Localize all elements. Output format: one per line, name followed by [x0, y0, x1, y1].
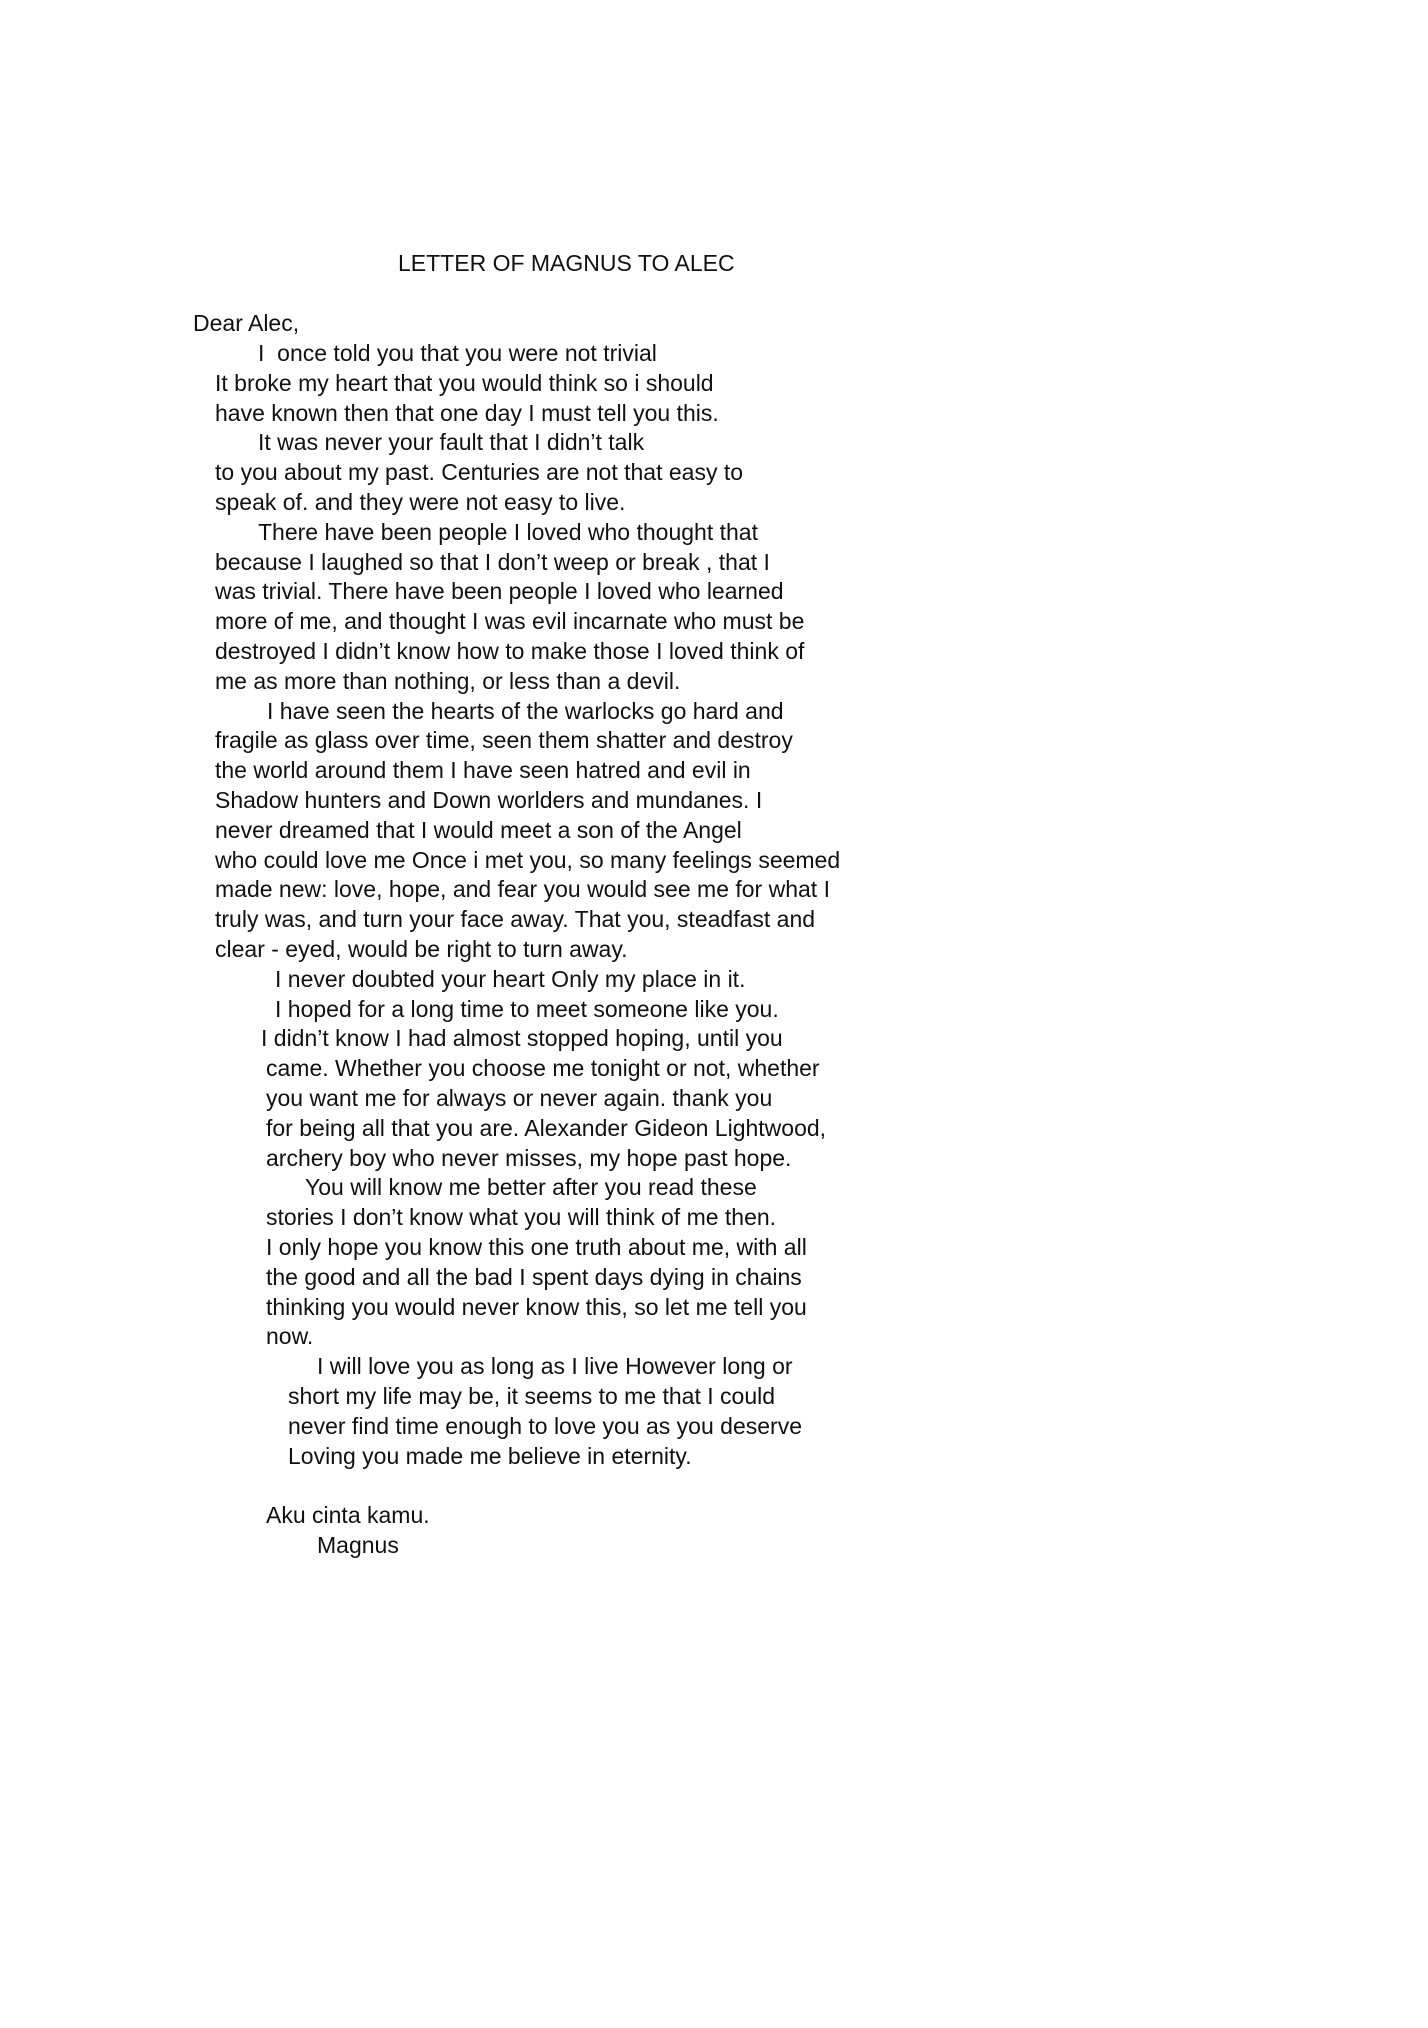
body-line: thinking you would never know this, so let me tell you	[266, 1293, 807, 1320]
body-line: was trivial. There have been people I loved who learned	[215, 578, 784, 605]
signature: Magnus	[317, 1532, 399, 1558]
body-line: I only hope you know this one truth about me, with all	[266, 1234, 807, 1260]
body-line: now.	[266, 1323, 314, 1350]
body-line: truly was, and turn your face away. That you, steadfast and	[215, 906, 816, 933]
body-line: stories I don’t know what you will think of me then.	[266, 1204, 777, 1231]
body-line: speak of. and they were not easy to live.	[215, 489, 626, 515]
body-line: made new: love, hope, and fear you would see me for what I	[215, 876, 830, 903]
body-line: I will love you as long as I live However long or	[317, 1353, 793, 1380]
body-line: the good and all the bad I spent days dying in chains	[266, 1263, 802, 1290]
salutation: Dear Alec,	[193, 310, 300, 336]
body-line: have known then that one day I must tell you this.	[215, 399, 719, 426]
body-line: the world around them I have seen hatred and evil in	[215, 757, 751, 784]
body-line: Loving you made me believe in eternity.	[288, 1442, 692, 1469]
body-line: You will know me better after you read these	[305, 1174, 757, 1201]
body-line: short my life may be, it seems to me that I could	[288, 1383, 776, 1409]
body-line: to you about my past. Centuries are not that easy to	[215, 459, 744, 486]
body-line: I never doubted your heart Only my place in it.	[275, 965, 746, 992]
body-line: Shadow hunters and Down worlders and mundanes. I	[215, 787, 763, 813]
body-line: me as more than nothing, or less than a devil.	[215, 667, 681, 694]
body-line: destroyed I didn’t know how to make those I loved think of	[215, 638, 805, 664]
closing-line: Aku cinta kamu.	[266, 1502, 430, 1528]
body-line: who could love me Once i met you, so many feelings seemed	[215, 846, 841, 873]
body-line: fragile as glass over time, seen them shatter and destroy	[215, 727, 793, 754]
body-line: I hoped for a long time to meet someone like you.	[275, 995, 779, 1022]
body-line: It was never your fault that I didn’t talk	[258, 429, 645, 456]
letter-title: LETTER OF MAGNUS TO ALEC	[398, 250, 735, 276]
body-line: clear - eyed, would be right to turn away.	[215, 936, 628, 962]
body-line: I didn’t know I had almost stopped hoping, until you	[261, 1025, 783, 1052]
body-line: for being all that you are. Alexander Gideon Lightwood,	[266, 1114, 827, 1141]
body-line: you want me for always or never again. thank you	[266, 1085, 773, 1111]
body-line: because I laughed so that I don’t weep or break , that I	[215, 548, 770, 575]
body-line: It broke my heart that you would think so i should	[215, 369, 714, 396]
body-line: I once told you that you were not trivial	[258, 340, 657, 366]
body-line: came. Whether you choose me tonight or not, whether	[266, 1055, 820, 1082]
body-line: There have been people I loved who thought that	[258, 518, 758, 545]
body-line: I have seen the hearts of the warlocks go hard and	[267, 697, 784, 724]
body-line: more of me, and thought I was evil incarnate who must be	[215, 608, 805, 635]
body-line: never find time enough to love you as you deserve	[288, 1412, 802, 1439]
body-line: archery boy who never misses, my hope past hope.	[266, 1144, 792, 1171]
body-line: never dreamed that I would meet a son of the Angel	[215, 816, 742, 843]
